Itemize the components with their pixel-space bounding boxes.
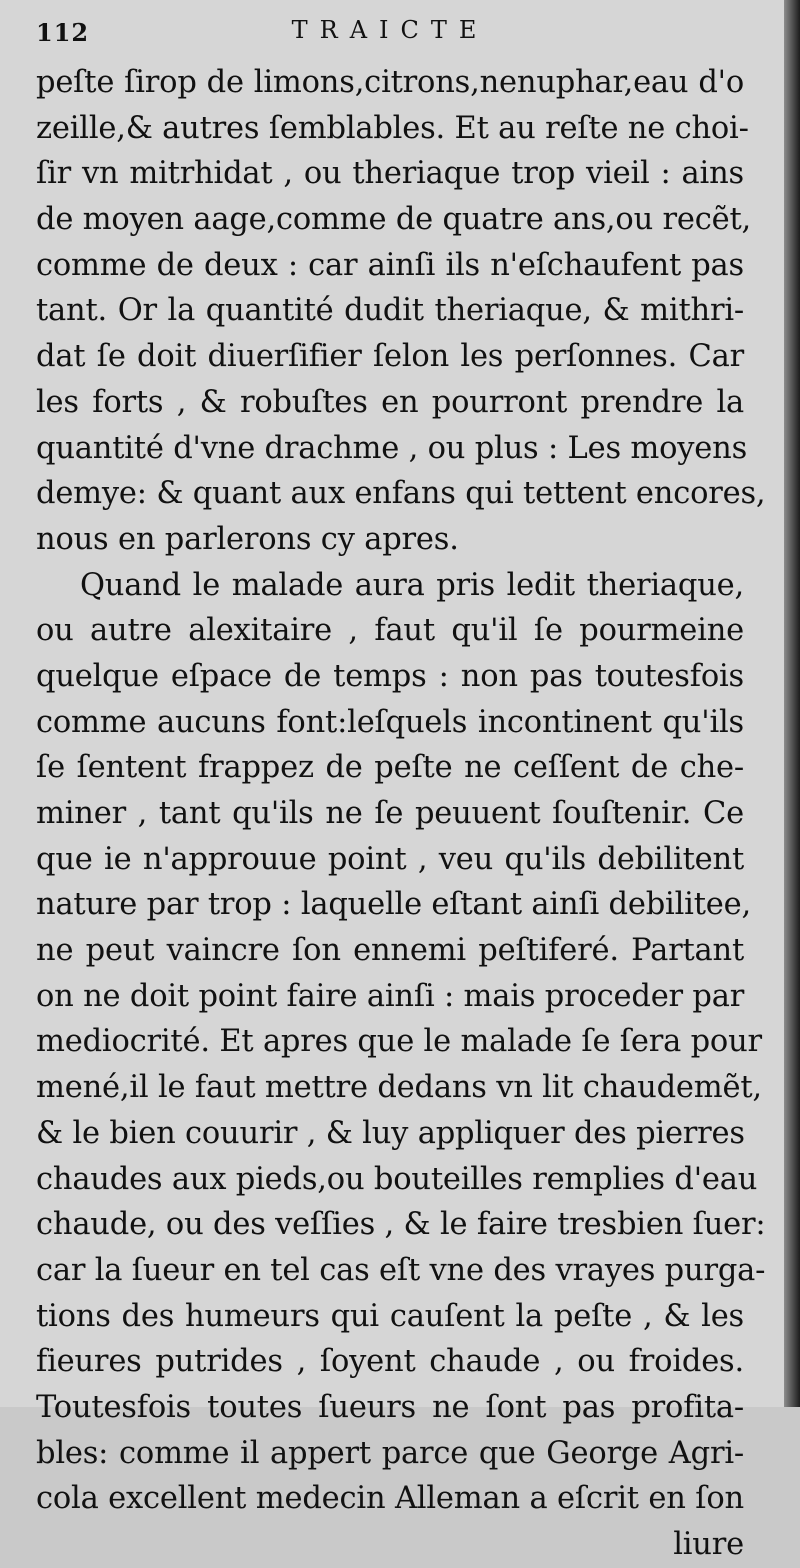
text-line: ſir vn mitrhidat , ou theriaque trop vieil : ains bbox=[36, 156, 744, 192]
text-line: tant. Or la quantité dudit theriaque, & mithri- bbox=[36, 293, 744, 329]
text-line: Toutesfois toutes ſueurs ne ſont pas profita- bbox=[36, 1389, 744, 1425]
text-line: & le bien couurir , & luy appliquer des pierres bbox=[36, 1115, 745, 1151]
text-line: nature par trop : laquelle eſtant ainſi debilitee, bbox=[36, 887, 751, 923]
catchword: liure bbox=[673, 1527, 744, 1562]
running-head: TRAICTE bbox=[291, 16, 489, 44]
book-fore-edge bbox=[784, 0, 800, 1407]
text-line: chaude, ou des veſſies , & le faire tresbien ſuer: bbox=[36, 1207, 766, 1243]
text-line: on ne doit point faire ainſi : mais proceder par bbox=[36, 978, 745, 1014]
text-block bbox=[36, 60, 766, 1568]
text-line: peſte ſirop de limons,citrons,nenuphar,eau d'o bbox=[36, 65, 744, 100]
text-line: fieures putrides , ſoyent chaude , ou froides. bbox=[36, 1344, 744, 1380]
text-line: ne peut vaincre ſon ennemi peſtiferé. Partant bbox=[36, 933, 744, 969]
text-line: de moyen aage,comme de quatre ans,ou recẽt, bbox=[36, 202, 752, 238]
text-line: quelque eſpace de temps : non pas toutesfois bbox=[36, 658, 744, 694]
text-line: car la ſueur en tel cas eſt vne des vrayes purga- bbox=[36, 1252, 766, 1288]
text-line: mediocrité. Et apres que le malade ſe ſera pour bbox=[36, 1024, 762, 1060]
text-line: cola excellent medecin Alleman a eſcrit en ſon bbox=[36, 1481, 744, 1517]
text-line: dat ſe doit diuerſifier ſelon les perſonnes. Car bbox=[36, 339, 744, 375]
text-line: miner , tant qu'ils ne ſe peuuent ſouſtenir. Ce bbox=[36, 796, 744, 831]
text-line: demye: & quant aux enfans qui tettent encores, bbox=[36, 476, 766, 512]
text-line: comme aucuns font:leſquels incontinent qu'ils bbox=[36, 704, 744, 740]
text-line: les forts , & robuſtes en pourront prendre la bbox=[36, 384, 744, 420]
text-line: comme de deux : car ainſi ils n'eſchaufent pas bbox=[36, 247, 744, 283]
text-line: quantité d'vne drachme , ou plus : Les moyens bbox=[36, 430, 748, 466]
text-line: bles: comme il appert parce que George Agri- bbox=[36, 1435, 744, 1471]
text-line: mené,il le faut mettre dedans vn lit chaudemẽt, bbox=[36, 1070, 762, 1106]
text-line: zeille,& autres ſemblables. Et au reſte ne choi- bbox=[36, 110, 749, 146]
text-line: chaudes aux pieds,ou bouteilles remplies d'eau bbox=[36, 1161, 758, 1197]
paragraph-end-line: nous en parlerons cy apres. bbox=[36, 521, 459, 557]
text-line: ou autre alexitaire , faut qu'il ſe pourmeine bbox=[36, 613, 744, 649]
text-line: que ie n'approuue point , veu qu'ils debilitent bbox=[36, 841, 744, 877]
page-header bbox=[36, 14, 744, 54]
text-line: tions des humeurs qui cauſent la peſte , & les bbox=[36, 1298, 744, 1334]
paragraph-start-line: Quand le malade aura pris ledit theriaque, bbox=[80, 567, 744, 603]
page-number: 112 bbox=[36, 18, 90, 47]
text-line: ſe ſentent frappez de peſte ne ceſſent de che- bbox=[36, 750, 744, 786]
